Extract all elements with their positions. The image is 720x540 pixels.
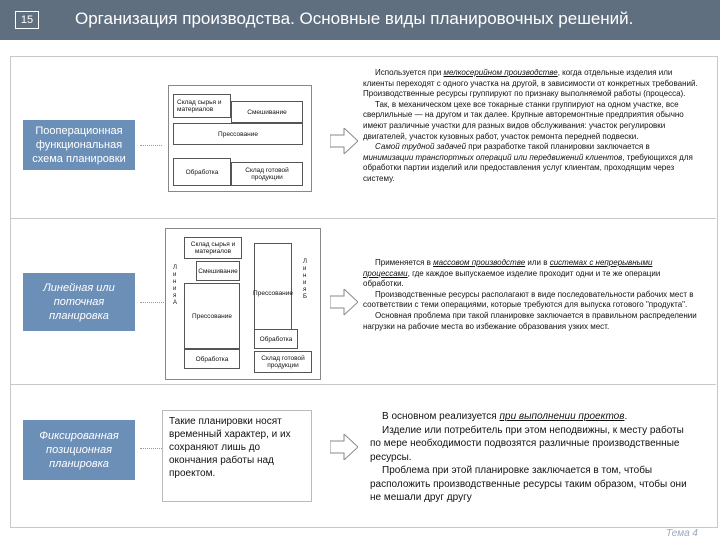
- arrow-right-icon: [330, 289, 358, 315]
- cell-processing: Обработка: [184, 349, 240, 369]
- note-temporary: Такие планировки носят временный характер, и их сохраняют лишь до окончания работы над проектом.: [162, 410, 312, 502]
- label-line-layout: Линейная или поточная планировка: [23, 273, 135, 331]
- connector-dots: [140, 302, 164, 303]
- cell-processing: Обработка: [173, 158, 231, 186]
- cell-finished-goods: Склад готовой продукции: [254, 351, 312, 373]
- cell-processing-b: Обработка: [254, 329, 298, 349]
- footer-topic: Тема 4: [666, 528, 698, 539]
- cell-mixing: Смешивание: [196, 261, 240, 281]
- line-a-label: Линия А: [173, 265, 178, 306]
- label-fixed-layout: Фиксированная позиционная планировка: [23, 420, 135, 480]
- description-functional: Используется при мелкосерийном производстве, когда отдельные изделия или клиенты переходят с одного участка на другой, в зависимости от конкретных требований. Производственные ресурсы группируют по признаку выполняемой работы (процесса). Так, в механическом цехе все токарные станки группируют на одном участке, все сверлильные — на другом и так далее. Крупные авторемонтные предприятия обычно имеют различные участки для разных видов обслуживания: участок регулировки двигателей, участок кузовных работ, участок ремонта передней подвески. Самой трудной задачей при разработке такой планировки заключается в минимизации транспортных операций или передвижений клиентов, требующихся для обработки партии изделий или предоставления услуг клиентам, проходящим через систему.: [363, 68, 698, 183]
- cell-pressing: Прессование: [173, 123, 303, 145]
- cell-finished-goods: Склад готовой продукции: [231, 162, 303, 186]
- arrow-right-icon: [330, 128, 358, 154]
- description-line: Применяется в массовом производстве или в системах с непрерывными процессами, где каждое выпускаемое изделие проходит одни и те же операции обработки. Производственные ресурсы располагают в виде последовательности рабочих мест в соответствии с теми операциями, которые требуются для выпуска готового "продукта". Основная проблема при такой планировке заключается в правильном распределении нагрузки на рабочие места во избежание образования узких мест.: [363, 258, 697, 331]
- row-divider: [10, 384, 716, 385]
- connector-dots: [140, 145, 162, 146]
- description-fixed: В основном реализуется при выполнении проектов. Изделие или потребитель при этом неподвижны, к месту работы по мере необходимости подвозятся различные производственные ресурсы. Проблема при этой планировке заключается в том, чтобы расположить производственные ресурсы таким образом, чтобы они не мешали друг другу: [370, 411, 687, 503]
- row-divider: [10, 218, 716, 219]
- page-title: Организация производства. Основные виды планировочных решений.: [75, 9, 634, 28]
- diagram-line: [165, 228, 321, 380]
- label-functional-layout: Пооперационная функциональная схема планировки: [23, 120, 135, 170]
- cell-raw-materials: Склад сырья и материалов: [173, 94, 231, 118]
- cell-raw-materials: Склад сырья и материалов: [184, 237, 242, 259]
- arrow-right-icon: [330, 434, 358, 460]
- cell-pressing-b: Прессование: [254, 243, 292, 343]
- connector-dots: [140, 448, 162, 449]
- slide-number: 15: [15, 11, 39, 29]
- diagram-functional: [168, 85, 312, 192]
- cell-pressing: Прессование: [184, 283, 240, 349]
- line-b-label: Линия Б: [303, 259, 307, 300]
- header-bar: [0, 0, 720, 40]
- cell-mixing: Смешивание: [231, 101, 303, 123]
